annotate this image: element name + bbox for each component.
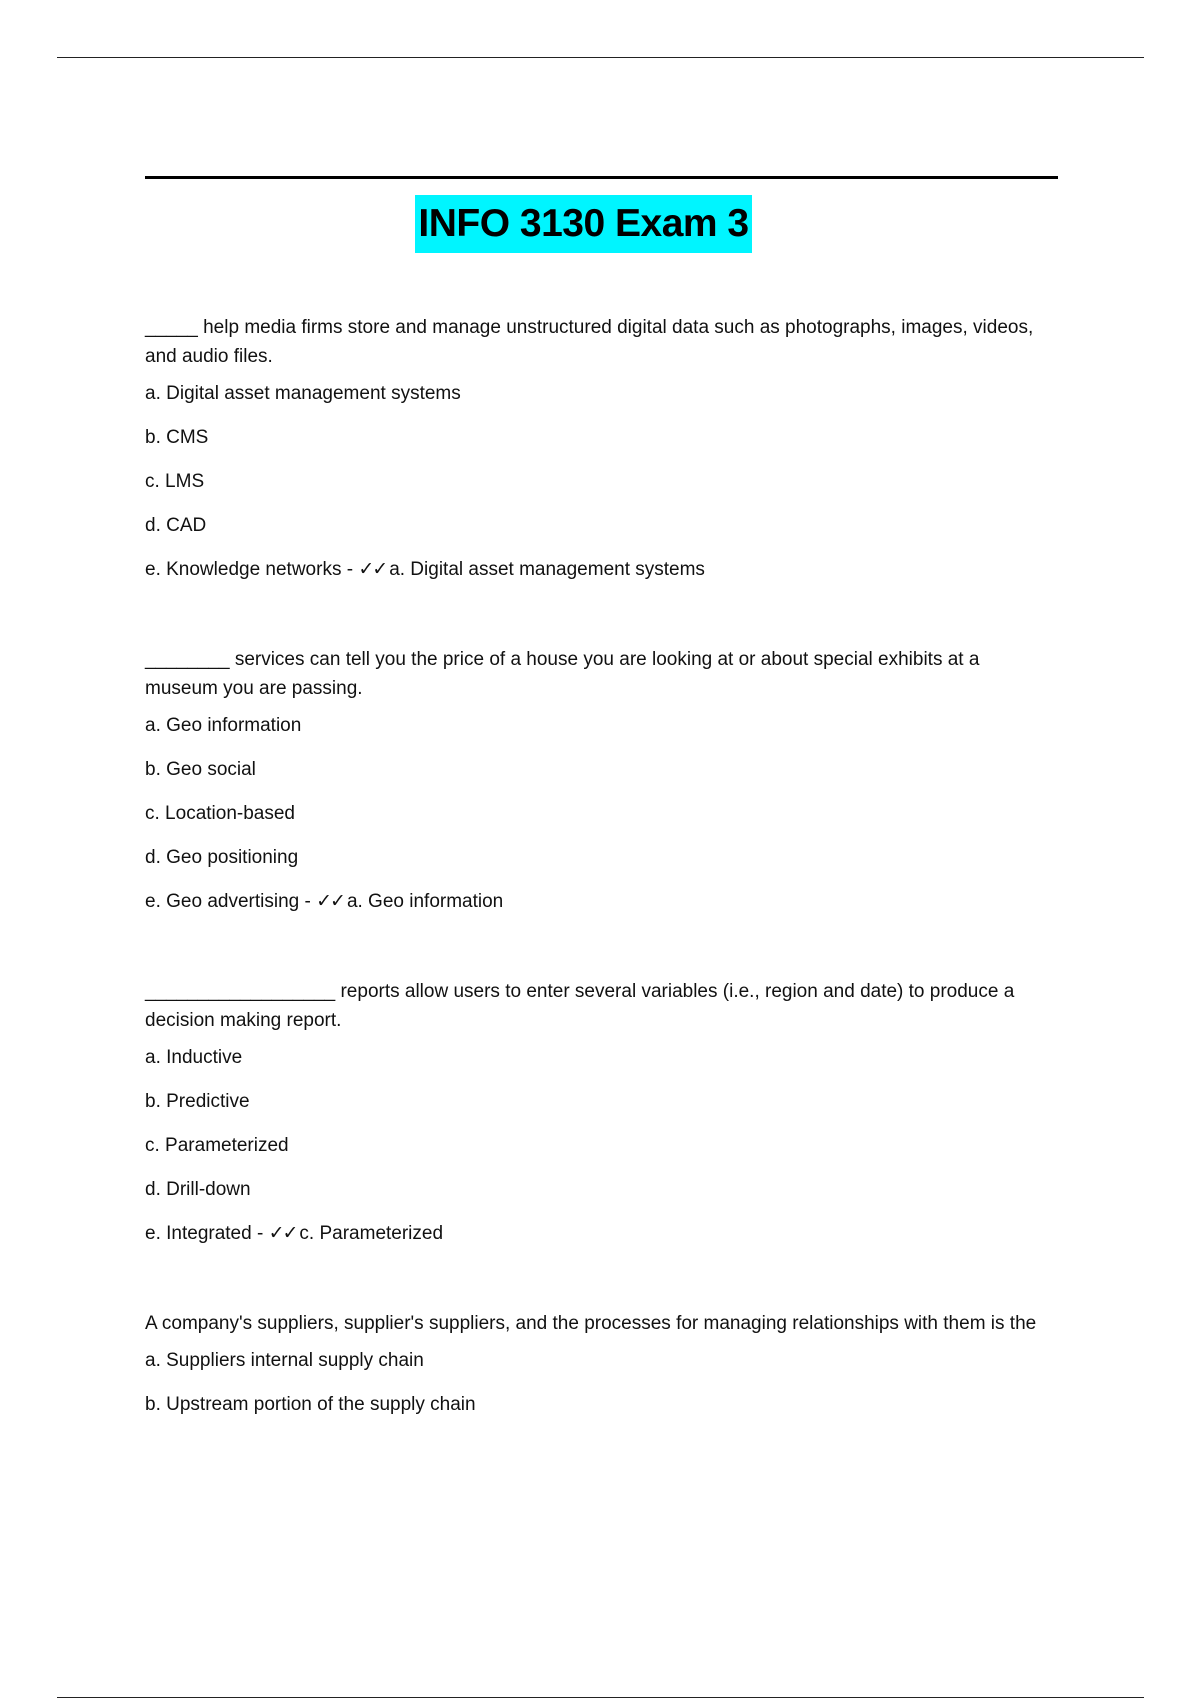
option-d: d. Geo positioning (145, 847, 299, 868)
document-title: INFO 3130 Exam 3 (415, 195, 751, 253)
question-4 (145, 1309, 1058, 1416)
title-container (145, 195, 1058, 253)
option-a: a. Digital asset management systems (145, 383, 461, 404)
option-a: a. Geo information (145, 715, 302, 736)
option-e: e. Integrated - (145, 1223, 269, 1244)
header-rule (145, 176, 1058, 179)
option-b: b. Geo social (145, 759, 256, 780)
option-c: c. LMS (145, 471, 205, 492)
question-stem: A company's suppliers, supplier's suppliers, and the processes for managing relationships with them is the (145, 1313, 1037, 1334)
option-c: c. Location-based (145, 803, 295, 824)
page-bottom-rule (57, 1697, 1144, 1698)
option-e-with-answer (145, 891, 1058, 913)
option-e-with-answer (145, 559, 1058, 581)
question-1 (145, 313, 1058, 581)
option-d: d. CAD (145, 515, 207, 536)
option-b: b. Predictive (145, 1091, 250, 1112)
page-top-rule (57, 57, 1144, 58)
double-check-icon: ✓✓ (316, 891, 344, 912)
option-e: e. Knowledge networks - (145, 559, 359, 580)
option-c: c. Parameterized (145, 1135, 289, 1156)
double-check-icon: ✓✓ (358, 559, 387, 580)
question-list (145, 313, 1058, 1416)
correct-answer: c. Parameterized (299, 1223, 444, 1244)
question-stem: ________ services can tell you the price of a house you are looking at or about special exhibits at a museum you are passing. (145, 649, 980, 699)
option-e: e. Geo advertising - (145, 891, 317, 912)
option-d: d. Drill-down (145, 1179, 251, 1200)
question-stem: _____ help media firms store and manage unstructured digital data such as photographs, images, videos, and audio files. (145, 317, 1034, 367)
question-stem: __________________ reports allow users to enter several variables (i.e., region and date) to produce a decision making report. (145, 981, 1015, 1031)
option-a: a. Inductive (145, 1047, 243, 1068)
question-3 (145, 977, 1058, 1245)
option-a: a. Suppliers internal supply chain (145, 1350, 424, 1371)
document-page (145, 176, 1058, 1480)
correct-answer: a. Geo information (346, 891, 504, 912)
correct-answer: a. Digital asset management systems (389, 559, 705, 580)
option-b: b. CMS (145, 427, 209, 448)
question-2 (145, 645, 1058, 913)
double-check-icon: ✓✓ (268, 1223, 297, 1244)
option-e-with-answer (145, 1223, 1058, 1245)
option-b: b. Upstream portion of the supply chain (145, 1394, 476, 1415)
